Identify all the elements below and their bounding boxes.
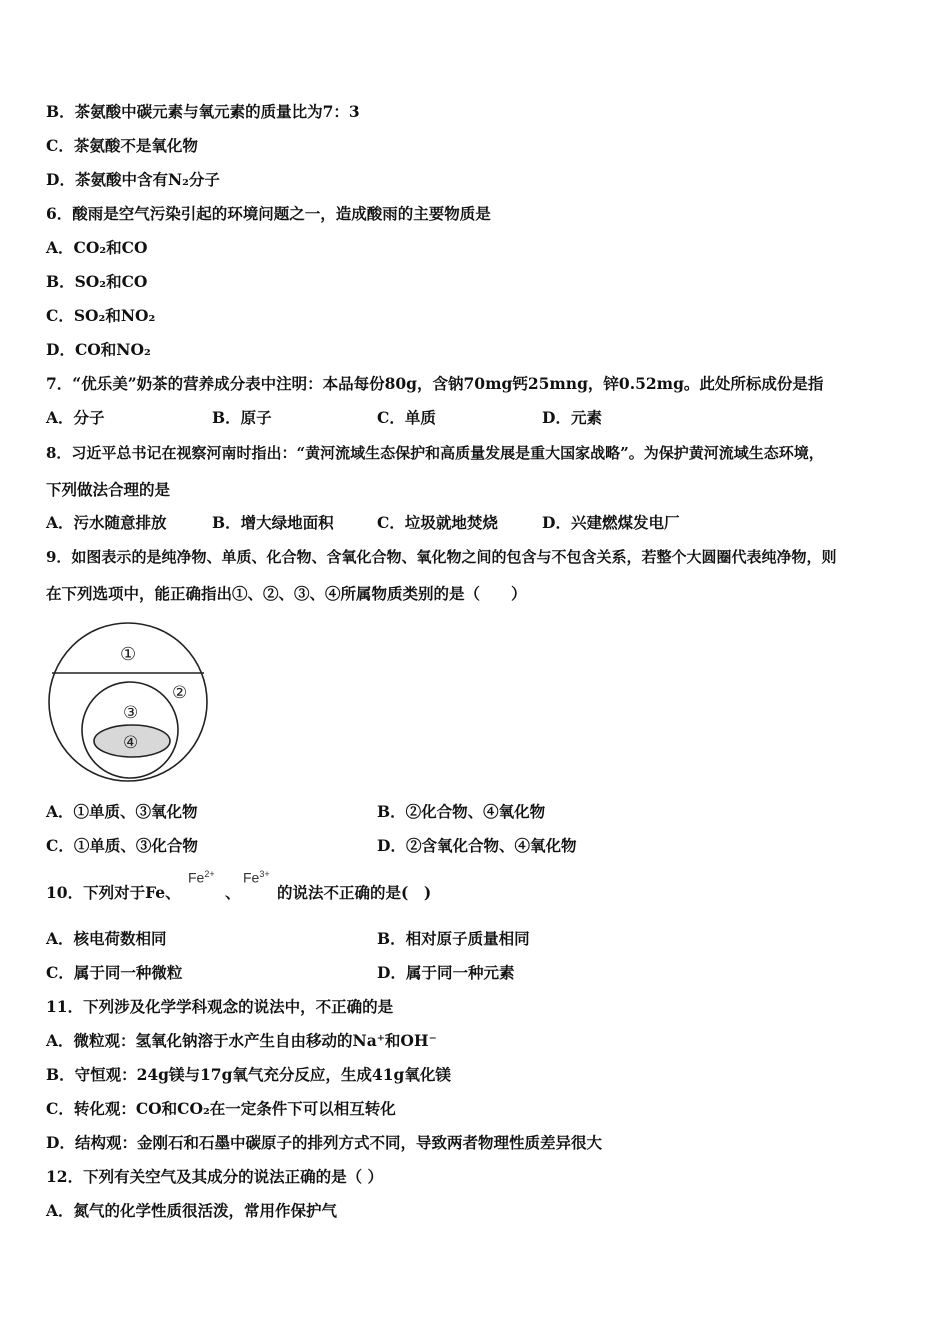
fe3-ion: $Fe^{3+}$ — [243, 869, 270, 886]
label-4: ④ — [123, 733, 139, 753]
q11-option-a: A．微粒观：氢氧化钠溶于水产生自由移动的Na⁺和OH⁻ — [46, 1031, 437, 1050]
question-9-line2: 在下列选项中，能正确指出①、②、③、④所属物质类别的是（ ） — [46, 584, 527, 603]
question-9-line1: 9．如图表示的是纯净物、单质、化合物、含氧化合物、氧化物之间的包含与不包含关系，若整个大圆圈代表纯净物，则 — [46, 548, 837, 566]
q6-option-c: C．SO₂和NO₂ — [46, 306, 156, 325]
q9-option-c: C．①单质、③化合物 — [46, 836, 198, 855]
q7-option-c: C．单质 — [377, 408, 436, 427]
question-10-prefix: 10．下列对于Fe、 — [46, 883, 181, 902]
question-6: 6．酸雨是空气污染引起的环境问题之一，造成酸雨的主要物质是 — [46, 204, 491, 223]
q7-option-a: A．分子 — [46, 408, 105, 427]
label-3: ③ — [123, 703, 139, 723]
q11-option-d: D．结构观：金刚石和石墨中碳原子的排列方式不同，导致两者物理性质差异很大 — [46, 1133, 602, 1152]
question-7: 7．“优乐美”奶茶的营养成分表中注明：本品每份80g，含钠70mg钙25mng，锌0.52mg。此处所标成份是指 — [46, 374, 824, 393]
q6-option-a: A．CO₂和CO — [46, 238, 148, 257]
q8-option-c: C．垃圾就地焚烧 — [377, 513, 498, 532]
q9-option-b: B．②化合物、④氧化物 — [377, 802, 546, 821]
q9-option-d: D．②含氧化合物、④氧化物 — [377, 836, 577, 855]
question-12: 12．下列有关空气及其成分的说法正确的是（ ） — [46, 1167, 383, 1186]
fe2-ion: $Fe^{2+}$ — [188, 869, 215, 886]
q10-option-d: D．属于同一种元素 — [377, 963, 515, 982]
q12-option-a: A．氮气的化学性质很活泼，常用作保护气 — [46, 1201, 338, 1220]
q6-option-d: D．CO和NO₂ — [46, 340, 151, 359]
question-8-line1: 8．习近平总书记在视察河南时指出：“黄河流域生态保护和高质量发展是重大国家战略”。为保护黄河流域生态环境， — [46, 444, 824, 462]
question-11: 11．下列涉及化学学科观念的说法中，不正确的是 — [46, 997, 394, 1016]
label-1: ① — [120, 644, 137, 665]
q7-option-b: B．原子 — [212, 408, 272, 427]
question-8-line2: 下列做法合理的是 — [46, 480, 171, 499]
q10-option-b: B．相对原子质量相同 — [377, 929, 530, 948]
question-10-separator: 、 — [225, 883, 241, 902]
line-d-n2-molecule: D．茶氨酸中含有N₂分子 — [46, 170, 220, 189]
q8-option-b: B．增大绿地面积 — [212, 513, 334, 532]
q9-option-a: A．①单质、③氧化物 — [46, 802, 198, 821]
q8-option-d: D．兴建燃煤发电厂 — [542, 513, 680, 532]
line-c-not-oxide: C．茶氨酸不是氧化物 — [46, 136, 198, 155]
q8-option-a: A．污水随意排放 — [46, 513, 167, 532]
line-b-mass-ratio: B．茶氨酸中碳元素与氧元素的质量比为7：3 — [46, 102, 360, 121]
q10-option-a: A．核电荷数相同 — [46, 929, 167, 948]
label-2: ② — [172, 683, 188, 703]
q6-option-b: B．SO₂和CO — [46, 272, 148, 291]
classification-diagram — [46, 620, 216, 785]
q11-option-c: C．转化观：CO和CO₂在一定条件下可以相互转化 — [46, 1099, 396, 1118]
q11-option-b: B．守恒观：24g镁与17g氧气充分反应，生成41g氧化镁 — [46, 1065, 451, 1084]
q10-option-c: C．属于同一种微粒 — [46, 963, 183, 982]
question-10-suffix: 的说法不正确的是( ) — [277, 883, 432, 902]
q7-option-d: D．元素 — [542, 408, 602, 427]
